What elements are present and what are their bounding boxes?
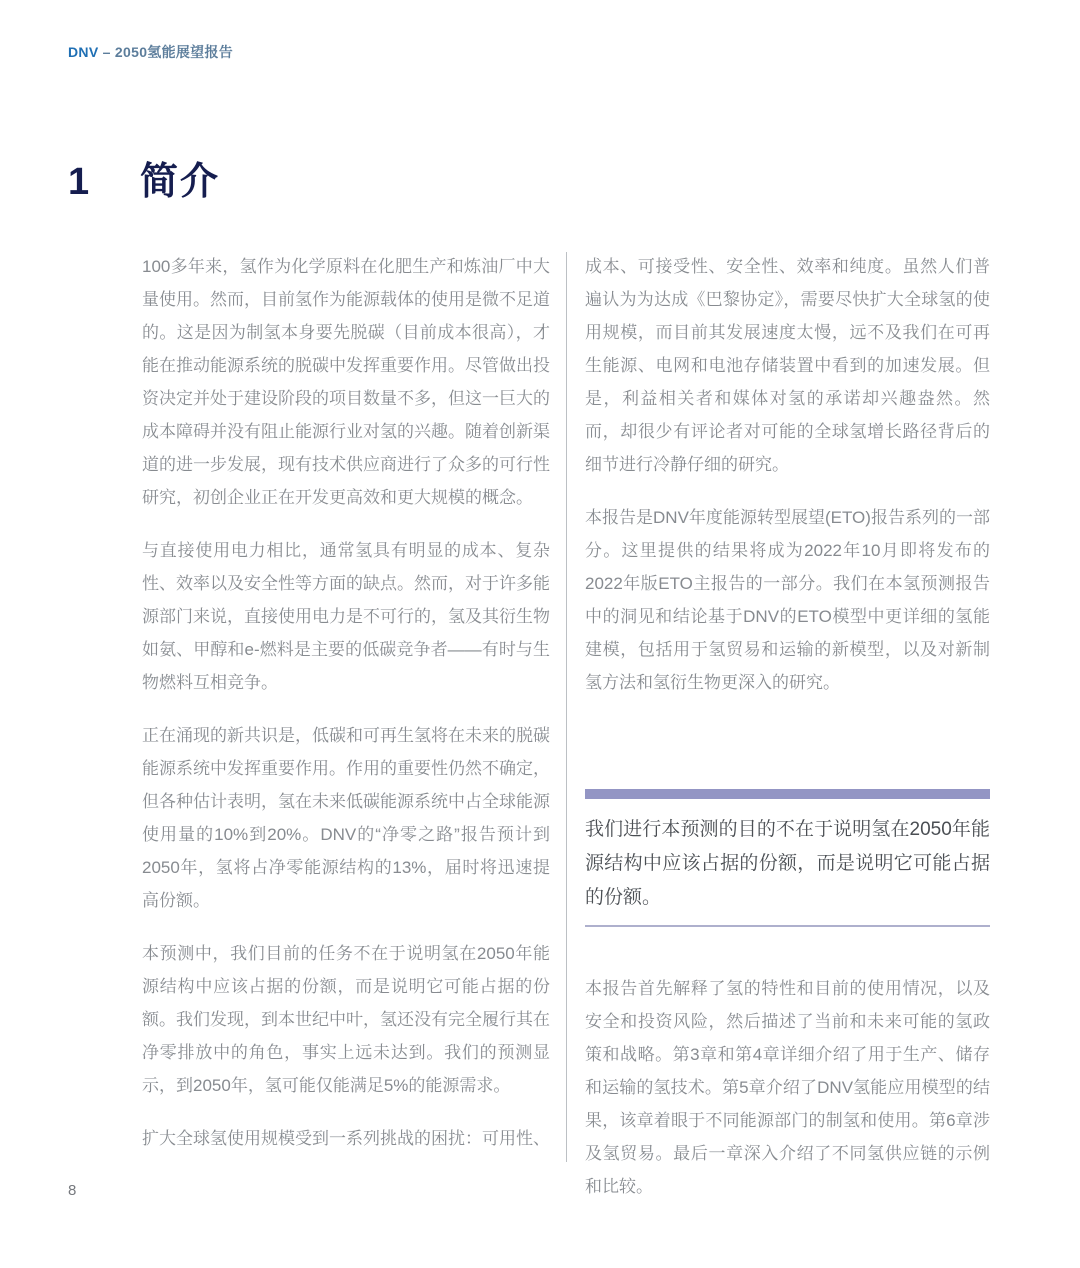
chapter-title: 简介 (140, 161, 221, 203)
quote-divider-line (585, 925, 990, 927)
paragraph: 本报告首先解释了氢的特性和目前的使用情况，以及安全和投资风险，然后描述了当前和未来可能的氢政策和战略。第3章和第4章详细介绍了用于生产、储存和运输的氢技术。第5章介绍了DNV氢能应用模型的结果，该章着眼于不同能源部门的制氢和使用。第6章涉及氢贸易。最后一章深入介绍了不同氢供应链的示例和比较。 (585, 979, 990, 1196)
page-number: 8 (68, 1182, 77, 1199)
chapter-number: 1 (68, 161, 90, 203)
quote-accent-bar (585, 789, 990, 799)
dnv-logo-text: DNV (68, 44, 99, 60)
chapter-heading (68, 160, 220, 204)
paragraph: 本报告是DNV年度能源转型展望(ETO)报告系列的一部分。这里提供的结果将成为2022年10月即将发布的2022年版ETO主报告的一部分。我们在本氢预测报告中的洞见和结论基于DNV的ETO模型中更详细的氢能建模，包括用于氢贸易和运输的新模型，以及对新制氢方法和氢衍生物更深入的研究。 (585, 508, 990, 692)
right-text-column (585, 250, 990, 1203)
report-header (68, 42, 233, 62)
paragraph: 成本、可接受性、安全性、效率和纯度。虽然人们普遍认为为达成《巴黎协定》，需要尽快扩大全球氢的使用规模，而目前其发展速度太慢，远不及我们在可再生能源、电网和电池存储装置中看到的加速发展。但是，利益相关者和媒体对氢的承诺却兴趣盎然。然而，却很少有评论者对可能的全球氢增长路径背后的细节进行冷静仔细的研究。 (585, 257, 990, 474)
left-text-column (142, 250, 550, 1155)
report-title: – 2050氢能展望报告 (98, 44, 234, 60)
pull-quote-block (585, 789, 990, 927)
paragraph: 正在涌现的新共识是，低碳和可再生氢将在未来的脱碳能源系统中发挥重要作用。作用的重要性仍然不确定，但各种估计表明，氢在未来低碳能源系统中占全球能源使用量的10%到20%。DNV的“净零之路”报告预计到2050年，氢将占净零能源结构的13%，届时将迅速提高份额。 (142, 726, 550, 910)
paragraph: 与直接使用电力相比，通常氢具有明显的成本、复杂性、效率以及安全性等方面的缺点。然而，对于许多能源部门来说，直接使用电力是不可行的，氢及其衍生物如氨、甲醇和e-燃料是主要的低碳竞争者——有时与生物燃料互相竞争。 (142, 541, 550, 692)
column-divider (566, 252, 567, 1162)
paragraph: 100多年来，氢作为化学原料在化肥生产和炼油厂中大量使用。然而，目前氢作为能源载体的使用是微不足道的。这是因为制氢本身要先脱碳（目前成本很高），才能在推动能源系统的脱碳中发挥重要作用。尽管做出投资决定并处于建设阶段的项目数量不多，但这一巨大的成本障碍并没有阻止能源行业对氢的兴趣。随着创新渠道的进一步发展，现有技术供应商进行了众多的可行性研究，初创企业正在开发更高效和更大规模的概念。 (142, 257, 550, 507)
paragraph: 本预测中，我们目前的任务不在于说明氢在2050年能源结构中应该占据的份额，而是说明它可能占据的份额。我们发现，到本世纪中叶，氢还没有完全履行其在净零排放中的角色，事实上远未达到。我们的预测显示，到2050年，氢可能仅能满足5%的能源需求。 (142, 944, 550, 1095)
pull-quote-text: 我们进行本预测的目的不在于说明氢在2050年能源结构中应该占据的份额，而是说明它可能占据的份额。 (585, 819, 990, 908)
paragraph: 扩大全球氢使用规模受到一系列挑战的困扰：可用性、 (142, 1129, 550, 1148)
